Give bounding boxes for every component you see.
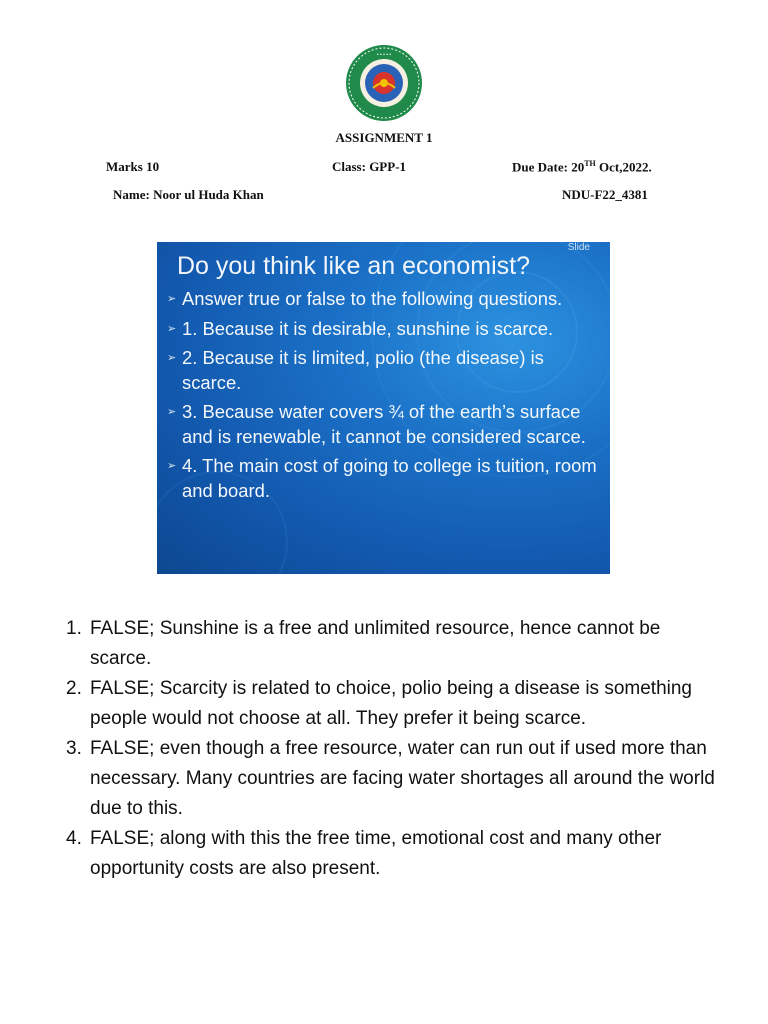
slide-bullet-text: 2. Because it is limited, polio (the disease) is scarce. (182, 347, 544, 393)
answer-item (66, 824, 726, 884)
answer-text: FALSE; even though a free resource, water can run out if used more than necessary. Many countries are facing water shortages all around the world due to this. (90, 738, 715, 819)
slide-bullet (163, 454, 602, 503)
due-date-prefix: Due Date: 20 (512, 159, 585, 175)
answer-text: FALSE; along with this the free time, emotional cost and many other opportunity costs are also present. (90, 828, 662, 879)
slide-bullet-list (163, 287, 602, 508)
slide-bullet-text: Answer true or false to the following questions. (182, 288, 563, 309)
arrow-bullet-icon: ➢ (167, 322, 177, 335)
answer-number: 4. (66, 828, 82, 849)
due-date-label (512, 159, 652, 175)
due-date-suffix: Oct,2022. (595, 159, 652, 175)
answer-list (66, 614, 726, 884)
slide-bullet (163, 287, 602, 312)
arrow-bullet-icon: ➢ (167, 406, 177, 418)
student-name: Name: Noor ul Huda Khan (113, 187, 264, 202)
answer-number: 2. (66, 678, 82, 699)
arrow-bullet-icon: ➢ (167, 352, 177, 364)
slide-bullet (163, 346, 602, 395)
arrow-bullet-icon: ➢ (167, 293, 177, 305)
answer-text: FALSE; Sunshine is a free and unlimited resource, hence cannot be scarce. (90, 618, 661, 669)
slide-bullet-text: 1. Because it is desirable, sunshine is scarce. (182, 317, 554, 339)
svg-text:• • • • •: • • • • • (376, 52, 392, 58)
slide-logo: Slide (567, 242, 590, 253)
slide-bullet-text: 4. The main cost of going to college is tuition, room and board. (182, 455, 597, 501)
class-label: Class: GPP-1 (332, 159, 407, 174)
marks-label: Marks 10 (106, 159, 160, 174)
answer-item (66, 674, 726, 734)
answer-item (66, 614, 726, 674)
slide-bullet (163, 400, 602, 449)
assignment-title: ASSIGNMENT 1 (335, 130, 433, 145)
slide-bullet-text: 3. Because water covers ¾ of the earth’s surface and is renewable, it cannot be considered scarce. (182, 401, 586, 447)
registration-number: NDU-F22_4381 (562, 187, 648, 202)
university-seal-icon (345, 44, 423, 122)
answer-number: 3. (66, 738, 82, 759)
answer-item (66, 734, 726, 824)
answer-number: 1. (66, 618, 82, 639)
slide-bullet (163, 317, 602, 342)
slide-image (157, 242, 610, 574)
slide-title: Do you think like an economist? (177, 252, 530, 280)
arrow-bullet-icon: ➢ (167, 460, 177, 472)
answer-text: FALSE; Scarcity is related to choice, polio being a disease is something people would not choose at all. They prefer it being scarce. (90, 678, 692, 729)
due-date-superscript: TH (584, 159, 596, 168)
